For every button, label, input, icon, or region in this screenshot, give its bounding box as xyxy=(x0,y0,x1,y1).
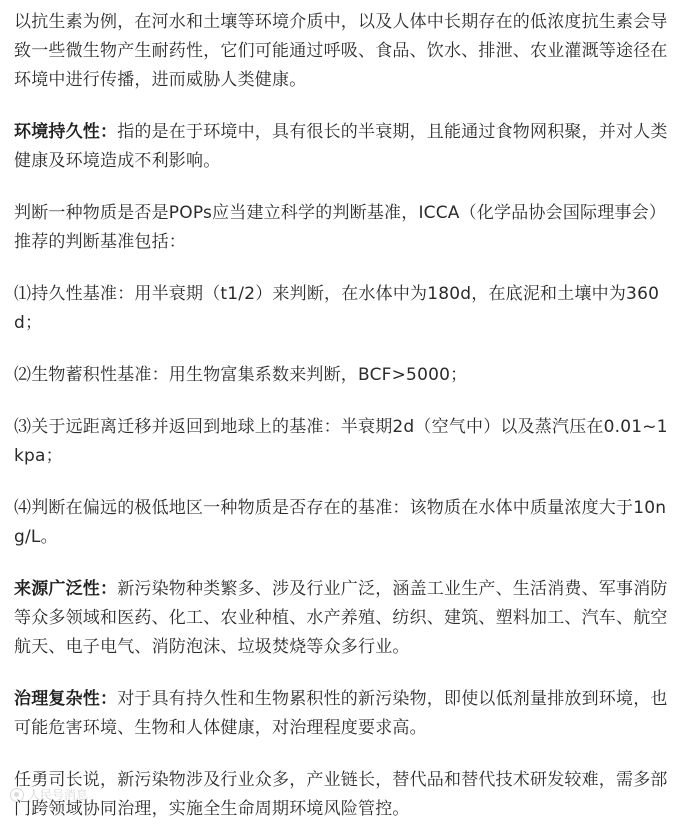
paragraph-text: ⑶关于远距离迁移并返回到地球上的基准：半衰期2d（空气中）以及蒸汽压在0.01~1kpa； xyxy=(14,417,668,466)
paragraph-text: 判断一种物质是否是POPs应当建立科学的判断基准，ICCA（化学品协会国际理事会）推荐的判断基准包括： xyxy=(14,203,667,252)
criterion-persistence xyxy=(14,280,675,338)
paragraph-text: 指的是在于环境中，具有很长的半衰期，且能通过食物网积聚，并对人类健康及环境造成不利影响。 xyxy=(14,122,668,171)
paragraph-text: 对于具有持久性和生物累积性的新污染物，即使以低剂量排放到环境，也可能危害环境、生物和人体健康，对治理程度要求高。 xyxy=(14,689,668,738)
watermark-text: 人民号消息 xyxy=(28,788,89,802)
criterion-bioaccumulation xyxy=(14,361,675,390)
paragraph-text: 以抗生素为例，在河水和土壤等环境介质中，以及人体中长期存在的低浓度抗生素会导致一些微生物产生耐药性，它们可能通过呼吸、食品、饮水、排泄、农业灌溉等途径在环境中进行传播，进而威胁人类健康。 xyxy=(14,12,668,90)
paragraph-pops-criteria-intro xyxy=(14,199,675,257)
criterion-long-range-transport xyxy=(14,413,675,471)
persistence-heading: 环境持久性： xyxy=(14,122,118,142)
paragraph-governance-complexity xyxy=(14,685,675,743)
criterion-remote-presence xyxy=(14,494,675,552)
governance-complexity-heading: 治理复杂性： xyxy=(14,689,118,709)
paragraph-text: ⑷判断在偏远的极低地区一种物质是否存在的基准：该物质在水体中质量浓度大于10ng/L。 xyxy=(14,498,667,547)
logo-icon xyxy=(10,788,24,802)
paragraph-text: ⑴持久性基准：用半衰期（t1/2）来判断，在水体中为180d，在底泥和土壤中为360d； xyxy=(14,284,660,333)
paragraph-source-breadth xyxy=(14,575,675,662)
watermark xyxy=(10,786,88,803)
paragraph-text: 任勇司长说，新污染物涉及行业众多，产业链长，替代品和替代技术研发较难，需多部门跨领域协同治理，实施全生命周期环境风险管控。 xyxy=(14,770,668,819)
paragraph-director-quote xyxy=(14,766,675,824)
paragraph-antibiotics xyxy=(14,8,675,95)
paragraph-persistence xyxy=(14,118,675,176)
paragraph-text: 新污染物种类繁多、涉及行业广泛，涵盖工业生产、生活消费、军事消防等众多领域和医药、化工、农业种植、水产养殖、纺织、建筑、塑料加工、汽车、航空航天、电子电气、消防泡沫、垃圾焚烧等众多行业。 xyxy=(14,579,668,657)
source-breadth-heading: 来源广泛性： xyxy=(14,579,118,599)
paragraph-text: ⑵生物蓄积性基准：用生物富集系数来判断，BCF>5000； xyxy=(14,365,468,385)
